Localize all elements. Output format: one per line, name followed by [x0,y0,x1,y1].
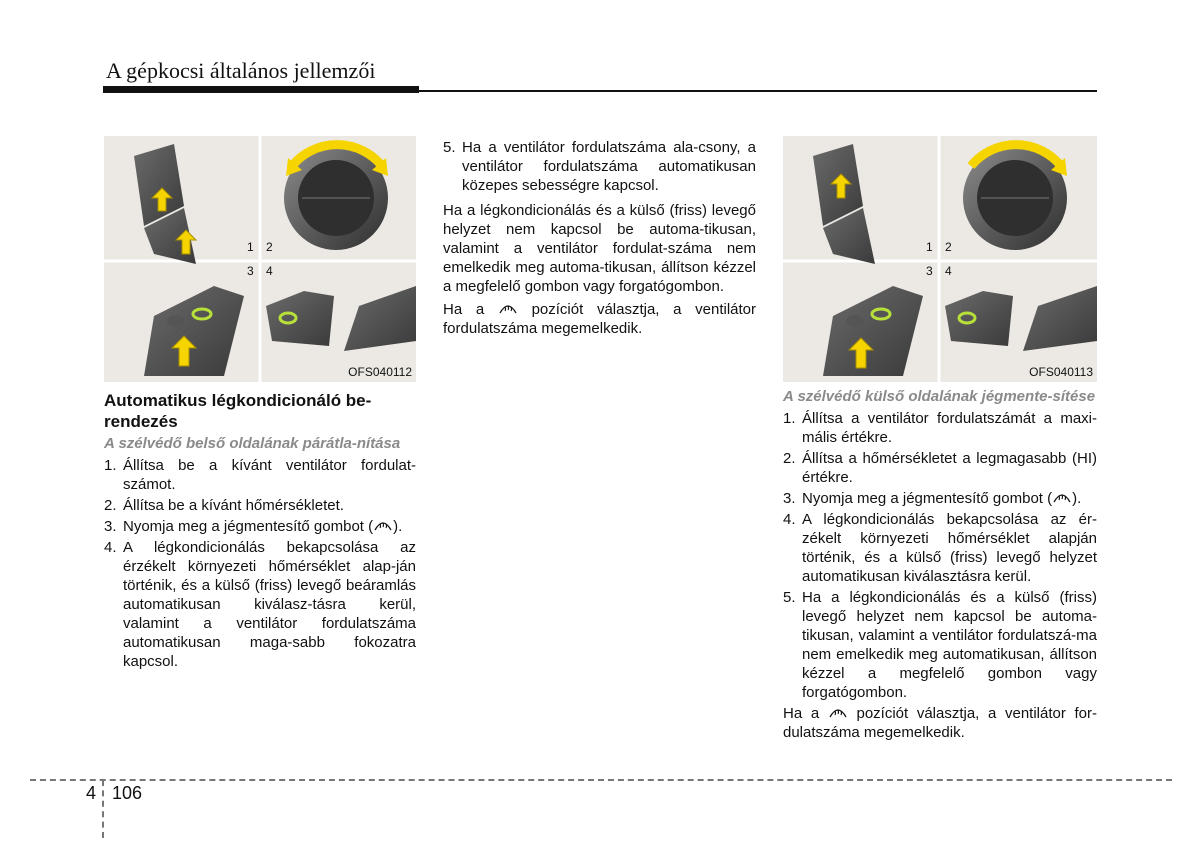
step-number: 1. [104,457,117,474]
list-item [783,510,1097,586]
list-item [783,409,1097,447]
panel-number-3: 3 [926,264,933,278]
step-number: 2. [104,497,117,514]
step-text: Állítsa be a kívánt hőmérsékletet. [123,497,344,514]
list-item [104,456,416,494]
step-text-end: ). [393,518,403,535]
steps-list [104,456,416,671]
paragraph-start: Ha a [783,705,820,722]
figure-right [783,136,1097,382]
footer-dashed-rule [30,779,1172,781]
page-number: 106 [112,783,143,803]
step-number: 1. [783,410,796,427]
step-text: A légkondicionálás bekapcsolása az ér-zékelt környezeti hőmérséklet alapján történik, és a külső (friss) levegő helyzet automatikusan kiválasztásra kerül. [802,511,1097,585]
list-item [783,449,1097,487]
left-column [104,390,416,673]
list-item [443,138,756,195]
section-heading: Automatikus légkondicionáló be-rendezés [104,391,372,431]
panel-number-1: 1 [247,240,254,254]
paragraph-start: Ha a [443,301,485,318]
front-defrost-icon [373,518,393,532]
header-rule-thin [419,90,1097,92]
paragraph: Ha a légkondicionálás és a külső (friss) levegő helyzet nem kapcsol be automa-tikusan, valamint a ventilátor fordulat-száma nem emelkedik meg automa-tikusan, állítson kézzel a megfelelő gombon vagy forgatógombon. [443,202,756,295]
panel-number-4: 4 [945,264,952,278]
step-number: 2. [783,450,796,467]
figure-left [104,136,416,382]
paragraph [443,300,756,338]
paragraph-end: pozíciót választja, a ventilátor fordulatszáma megemelkedik. [443,301,757,337]
figure-right-illustration [783,136,1097,382]
right-column [783,387,1097,746]
step-number: 5. [443,139,456,156]
panel-number-2: 2 [266,240,273,254]
figure-code: OFS040113 [1029,365,1093,379]
panel-number-1: 1 [926,240,933,254]
list-item [783,588,1097,702]
chapter-number: 4 [86,783,97,803]
steps-list [443,138,756,195]
step-text: A légkondicionálás bekapcsolása az érzékelt környezeti hőmérséklet alap-ján történik, és a külső (friss) levegő beáramlás automatikusan kiválasz-tásra kerül, valamint a ventilátor fordulatszáma automatikusan maga-sabb fokozatra kapcsol. [123,539,416,670]
middle-column [443,138,756,342]
step-number: 4. [104,539,117,556]
page-header-title: A gépkocsi általános jellemzői [106,58,376,83]
step-number: 3. [783,490,796,507]
front-defrost-icon [1052,490,1072,504]
step-text-end: ). [1072,490,1082,507]
panel-number-4: 4 [266,264,273,278]
list-item [104,538,416,671]
section-subheading: A szélvédő külső oldalának jégmente-sítése [783,388,1096,405]
figure-left-illustration [104,136,416,382]
step-number: 4. [783,511,796,528]
panel-number-2: 2 [945,240,952,254]
step-number: 5. [783,589,796,606]
header-rule-thick [103,86,419,93]
paragraph-end: pozíciót választja, a ventilátor for-dulatszáma megemelkedik. [783,705,1098,741]
front-defrost-icon [498,301,518,315]
step-text: Ha a ventilátor fordulatszáma ala-csony, a ventilátor fordulatszáma automatikusan közepes sebességre kapcsol. [462,139,756,194]
figure-code: OFS040112 [348,365,412,379]
step-text: Nyomja meg a jégmentesítő gombot ( [802,490,1053,507]
footer-dashed-divider [102,780,104,838]
steps-list [783,409,1097,702]
step-text: Állítsa a hőmérsékletet a legmagasabb (HI) értékre. [802,450,1097,486]
list-item [783,489,1097,508]
paragraph [783,704,1097,742]
step-text: Állítsa a ventilátor fordulatszámát a maxi-mális értékre. [802,410,1097,446]
panel-number-3: 3 [247,264,254,278]
step-text: Ha a légkondicionálás és a külső (friss) levegő helyzet nem kapcsol be automa-tikusan, valamint a ventilátor fordulatszá-ma nem emelkedik meg automatikusan, állítson kézzel a megfelelő gombon vagy forgatógombon. [802,589,1097,701]
list-item [104,517,416,536]
list-item [104,496,416,515]
step-number: 3. [104,518,117,535]
section-subheading: A szélvédő belső oldalának párátla-nítása [104,435,401,452]
front-defrost-icon [828,705,848,719]
step-text: Állítsa be a kívánt ventilátor fordulat-számot. [123,457,416,493]
step-text: Nyomja meg a jégmentesítő gombot ( [123,518,374,535]
